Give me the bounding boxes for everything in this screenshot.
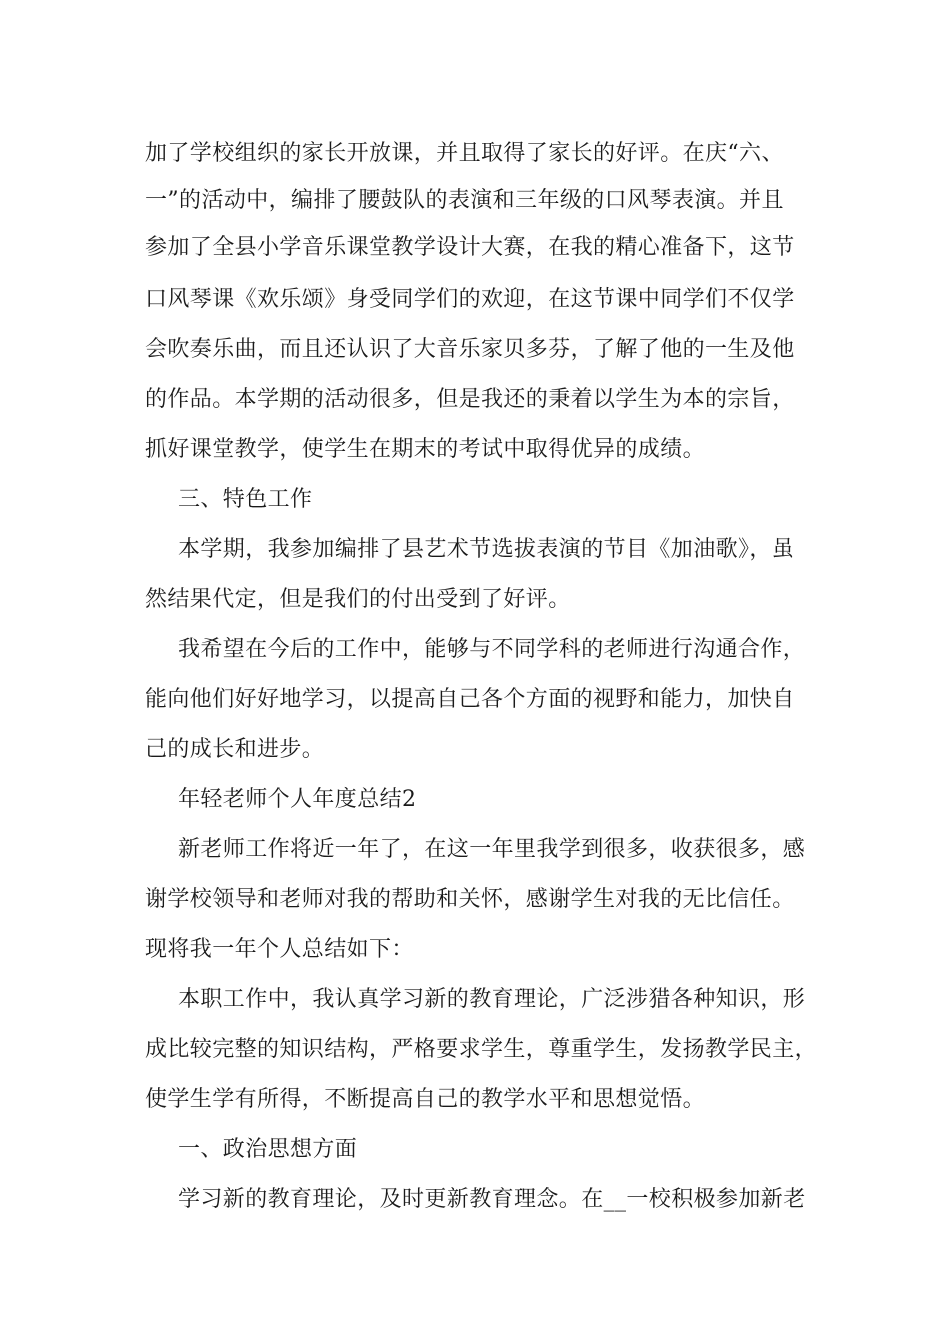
text-line: 使学生学有所得，不断提高自己的教学水平和思想觉悟。 (145, 1087, 706, 1112)
text-line: 会吹奏乐曲，而且还认识了大音乐家贝多芬，了解了他的一生及他 (145, 337, 795, 362)
text-line: 本职工作中，我认真学习新的教育理论，广泛涉猎各种知识，形 (178, 987, 806, 1012)
text-line: 抓好课堂教学，使学生在期末的考试中取得优异的成绩。 (145, 437, 706, 462)
text-line: 我希望在今后的工作中，能够与不同学科的老师进行沟通合作， (178, 637, 806, 662)
text-line: 然结果代定，但是我们的付出受到了好评。 (145, 587, 571, 612)
section-heading: 三、特色工作 (178, 487, 313, 512)
text-line: 本学期，我参加编排了县艺术节选拔表演的节目《加油歌》，虽 (178, 537, 795, 562)
text-line: 口风琴课《欢乐颂》身受同学们的欢迎，在这节课中同学们不仅学 (145, 287, 795, 312)
text-line: 成比较完整的知识结构，严格要求学生，尊重学生，发扬教学民主， (145, 1037, 818, 1062)
article-title: 年轻老师个人年度总结2 (178, 787, 417, 812)
text-line: 一”的活动中，编排了腰鼓队的表演和三年级的口风琴表演。并且 (145, 188, 784, 213)
text-line: 加了学校组织的家长开放课，并且取得了家长的好评。在庆“六、 (145, 141, 784, 166)
text-line: 现将我一年个人总结如下： (145, 937, 414, 962)
text-line: 谢学校领导和老师对我的帮助和关怀，感谢学生对我的无比信任。 (145, 887, 795, 912)
section-heading: 一、政治思想方面 (178, 1137, 358, 1162)
text-line: 参加了全县小学音乐课堂教学设计大赛，在我的精心准备下，这节 (145, 235, 795, 260)
text-line: 学习新的教育理论，及时更新教育理念。在__一校积极参加新老 (178, 1187, 806, 1212)
text-line: 能向他们好好地学习，以提高自己各个方面的视野和能力，加快自 (145, 687, 795, 712)
text-line: 新老师工作将近一年了，在这一年里我学到很多，收获很多，感 (178, 837, 806, 862)
text-line: 的作品。本学期的活动很多，但是我还的秉着以学生为本的宗旨， (145, 387, 795, 412)
text-line: 己的成长和进步。 (145, 737, 325, 762)
